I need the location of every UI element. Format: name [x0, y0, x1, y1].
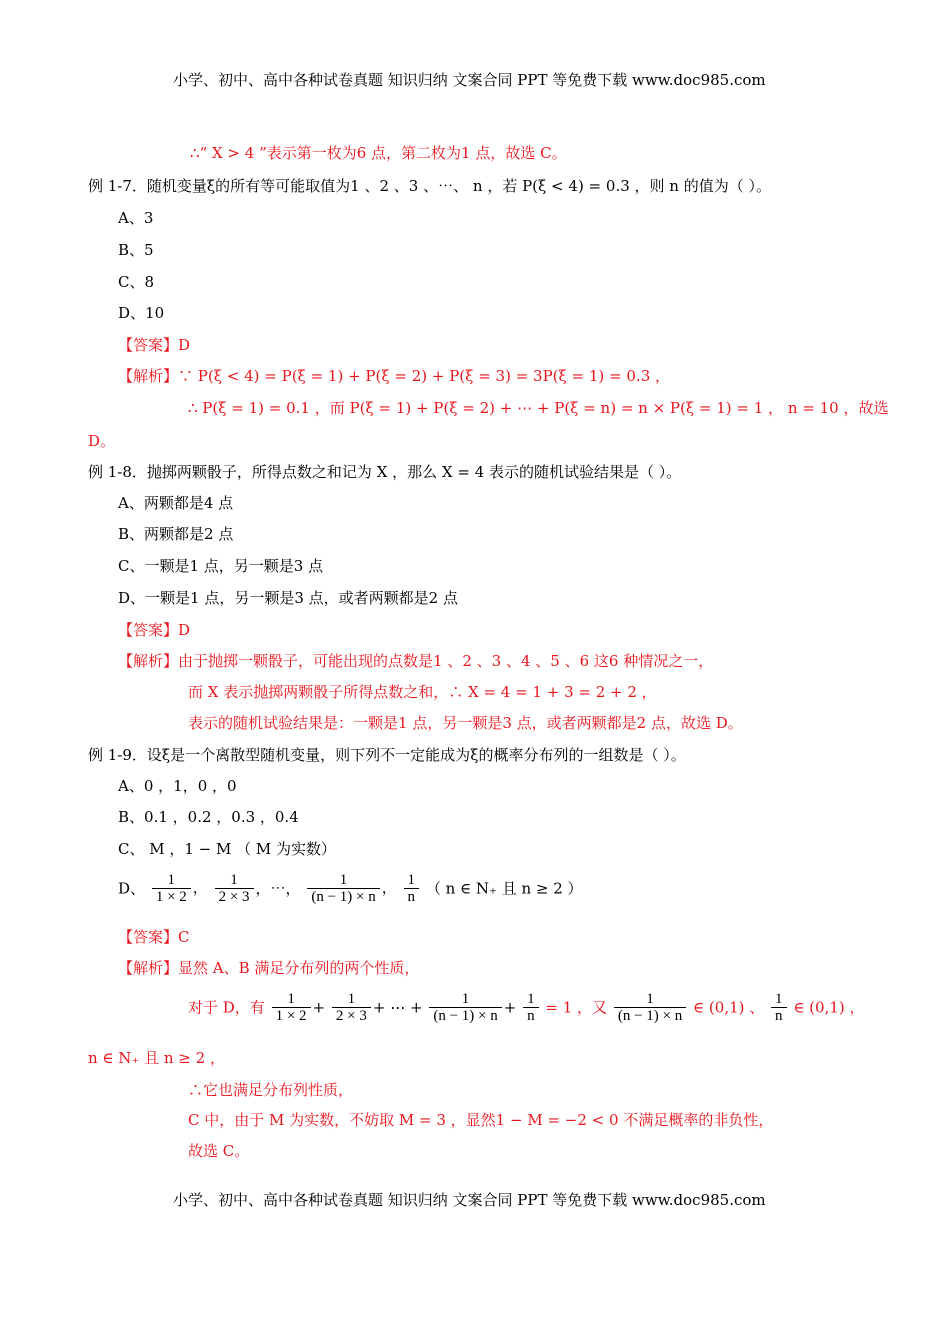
fraction: [215, 872, 254, 905]
q8-answer: [118, 620, 190, 640]
condition: （ n ∈ N₊ 且 n ≥ 2 ）: [425, 879, 583, 898]
fraction: [307, 872, 379, 905]
denominator: 1 × 2: [155, 889, 187, 905]
q7-analysis-line2: ∴ P(ξ = 1) = 0.1 ，而 P(ξ = 1) + P(ξ = 2) + ⋯ + P(ξ = n) = n × P(ξ = 1) = 1 ， n = 10 ，故选: [188, 399, 889, 417]
q7-option-d: D、10: [118, 304, 165, 322]
denominator: n: [527, 1008, 535, 1024]
ellipsis-sum: + ⋯ +: [372, 998, 423, 1017]
q9-analysis-line1: [118, 958, 419, 978]
denominator: 2 × 3: [218, 889, 250, 905]
analysis-label: 【解析】: [118, 959, 179, 977]
numerator: 1: [272, 991, 311, 1008]
q9-option-a: A、0 ，1，0 ，0: [118, 777, 237, 795]
analysis-text: ∵ P(ξ < 4) = P(ξ = 1) + P(ξ = 2) + P(ξ = 3) = 3P(ξ = 1) = 0.3 ，: [178, 367, 671, 385]
denominator: 1 × 2: [275, 1008, 307, 1024]
fraction: [771, 991, 787, 1024]
q8-option-d: D、一颗是1 点，另一颗是3 点，或者两颗都是2 点: [118, 589, 458, 607]
analysis-prefix: 对于 D，有: [188, 998, 265, 1017]
q9-analysis-line3: n ∈ N₊ 且 n ≥ 2 ，: [88, 1049, 225, 1067]
q8-analysis-line2: 而 X 表示抛掷两颗骰子所得点数之和，∴ X = 4 = 1 + 3 = 2 + 2 ，: [188, 683, 657, 701]
page-header: 小学、初中、高中各种试卷真题 知识归纳 文案合同 PPT 等免费下载 www.doc985.com: [173, 71, 766, 89]
q8-analysis-line3: 表示的随机试验结果是：一颗是1 点，另一颗是3 点，或者两颗都是2 点，故选 D。: [188, 714, 743, 732]
q7-analysis-line1: [118, 366, 670, 386]
analysis-text: 显然 A、B 满足分布列的两个性质，: [178, 959, 420, 977]
previous-conclusion: ∴“ X > 4 ”表示第一枚为6 点，第二枚为1 点，故选 C。: [190, 144, 567, 162]
q9-option-b: B、0.1 ，0.2 ，0.3 ，0.4: [118, 808, 299, 826]
denominator: n: [775, 1008, 783, 1024]
membership-2: ∈ (0,1) ，: [793, 998, 865, 1017]
q7-option-b: B、5: [118, 241, 154, 259]
equals-one: = 1 ，又: [545, 998, 608, 1017]
q8-option-b: B、两颗都是2 点: [118, 525, 234, 543]
q9-analysis-line2: 对于 D，有 $\frac{1}{1 \times 2}$ + $\frac{1}{2 \times 3}$ + ⋯ + $\frac{1}{(n - 1) \times n}$ + $\frac{1}{n}$ = 1 ，又 $\frac{1}{(n - 1) \times n}$ ∈ (0,1) 、 $\frac{1}{n}$ ∈ (0,1) ，: [188, 991, 865, 1024]
q9-analysis-line4: ∴它也满足分布列性质，: [188, 1081, 354, 1099]
denominator: 2 × 3: [335, 1008, 367, 1024]
q7-stem: 例 1-7．随机变量ξ的所有等可能取值为1 、2 、3 、⋯、 n ，若 P(ξ < 4) = 0.3 ，则 n 的值为（ ）。: [88, 177, 771, 195]
q9-option-d: D、 $\frac{1}{1 \times 2}$ ， $\frac{1}{2 \times 3}$ ，⋯， $\frac{1}{(n - 1) \times n}$ ， $\frac{1}{n}$ （ n ∈ N₊ 且 n ≥ 2 ）: [118, 872, 583, 905]
fraction: [614, 991, 686, 1024]
q7-option-c: C、8: [118, 273, 155, 291]
answer-label: 【答案】: [118, 621, 179, 639]
denominator: n: [407, 889, 416, 905]
analysis-text: 由于抛掷一颗骰子，可能出现的点数是1 、2 、3 、4 、5 、6 这6 种情况之一，: [178, 652, 714, 670]
q8-analysis-line1: [118, 651, 713, 671]
denominator: (n − 1) × n: [433, 1008, 498, 1024]
fraction: [404, 872, 420, 905]
q7-option-a: A、3: [118, 209, 154, 227]
answer-value: D: [178, 336, 191, 354]
ellipsis-separator: ，⋯，: [255, 879, 301, 898]
q9-option-c: C、 M ，1 − M （ M 为实数）: [118, 840, 337, 858]
numerator: 1: [771, 991, 787, 1008]
denominator: (n − 1) × n: [311, 889, 376, 905]
fraction: [332, 991, 371, 1024]
q7-answer: [118, 335, 190, 355]
numerator: 1: [152, 872, 191, 889]
answer-value: C: [178, 928, 190, 946]
q9-analysis-line5: C 中，由于 M 为实数，不妨取 M = 3 ，显然1 − M = −2 < 0 不满足概率的非负性，: [188, 1111, 774, 1129]
page-footer: 小学、初中、高中各种试卷真题 知识归纳 文案合同 PPT 等免费下载 www.doc985.com: [173, 1191, 766, 1209]
membership-1: ∈ (0,1) 、: [693, 998, 765, 1017]
numerator: 1: [215, 872, 254, 889]
numerator: 1: [523, 991, 539, 1008]
fraction: [272, 991, 311, 1024]
numerator: 1: [307, 872, 379, 889]
option-d-label: D、: [118, 879, 146, 898]
q8-stem: 例 1-8．抛掷两颗骰子，所得点数之和记为 X ，那么 X = 4 表示的随机试验结果是（ ）。: [88, 463, 682, 481]
analysis-label: 【解析】: [118, 652, 179, 670]
numerator: 1: [332, 991, 371, 1008]
fraction: [523, 991, 539, 1024]
q8-option-a: A、两颗都是4 点: [118, 494, 234, 512]
analysis-label: 【解析】: [118, 367, 179, 385]
q9-analysis-line6: 故选 C。: [188, 1142, 250, 1160]
numerator: 1: [614, 991, 686, 1008]
numerator: 1: [429, 991, 501, 1008]
q9-answer: [118, 927, 190, 947]
fraction: [152, 872, 191, 905]
answer-value: D: [178, 621, 191, 639]
q9-stem: 例 1-9．设ξ是一个离散型随机变量，则下列不一定能成为ξ的概率分布列的一组数是（ ）。: [88, 746, 686, 764]
denominator: (n − 1) × n: [617, 1008, 683, 1024]
q7-analysis-line3: D。: [88, 432, 116, 450]
numerator: 1: [404, 872, 420, 889]
fraction: [429, 991, 501, 1024]
answer-label: 【答案】: [118, 336, 179, 354]
q8-option-c: C、一颗是1 点，另一颗是3 点: [118, 557, 324, 575]
answer-label: 【答案】: [118, 928, 179, 946]
